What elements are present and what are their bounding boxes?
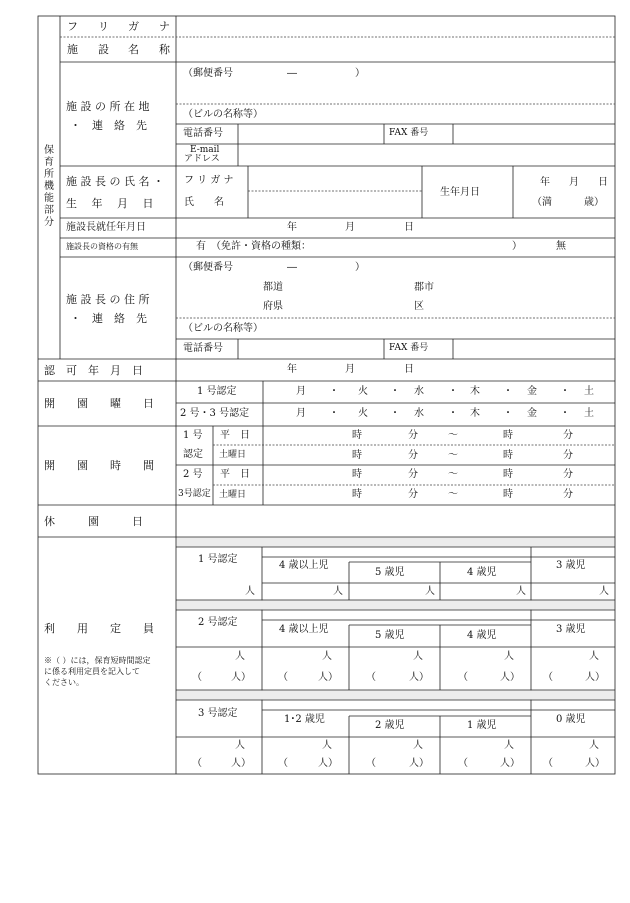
furigana-label-char: フ	[67, 20, 78, 33]
paren-close: 人）	[585, 758, 605, 769]
address-postal-dash: ―	[287, 262, 297, 273]
section-label-char: 分	[44, 217, 54, 228]
director-birth-year: 年	[540, 177, 550, 188]
minute-unit: 分	[563, 450, 573, 461]
weekday-sep: ・	[329, 386, 339, 397]
closed-days-label: 休 園 日	[44, 515, 143, 528]
person-unit: 人	[235, 651, 245, 662]
weekday-thu: 木	[470, 386, 480, 397]
paren-open: （	[278, 672, 288, 683]
age-5-header: 5 歳児	[375, 567, 405, 578]
age-4plus-header: 4 歳以上児	[279, 624, 329, 635]
person-unit: 人	[599, 586, 609, 597]
furigana-label-char: ガ	[128, 20, 139, 33]
hour-unit: 時	[503, 430, 513, 441]
hour-unit: 時	[503, 469, 513, 480]
address-building-label: （ビルの名称等）	[183, 323, 263, 334]
paren-open: （	[458, 672, 468, 683]
paren-close: 人）	[409, 672, 429, 683]
weekday-fri: 金	[527, 386, 537, 397]
approval-day: 日	[404, 364, 414, 375]
person-unit: 人	[589, 651, 599, 662]
person-unit: 人	[245, 586, 255, 597]
section-label-char: 部	[44, 205, 54, 216]
weekday-sep: ・	[560, 386, 570, 397]
hours-weekday-label: 平 日	[220, 430, 250, 441]
tilde: ～	[448, 450, 458, 461]
age-5-header: 5 歳児	[375, 630, 405, 641]
address-city-label: 郡市	[414, 282, 434, 293]
director-birth-month: 月	[569, 177, 579, 188]
facility-name-label-char: 称	[159, 43, 170, 56]
open-days-type1: 1 号認定	[197, 386, 237, 397]
location-email-label: E-mail	[190, 145, 220, 155]
hour-unit: 時	[352, 469, 362, 480]
paren-close: 人）	[500, 758, 520, 769]
age-4plus-header: 4 歳以上児	[279, 560, 329, 571]
capacity-type3-label: 3 号認定	[198, 708, 238, 719]
capacity-type1-label: 1 号認定	[198, 554, 238, 565]
paren-open: （	[543, 758, 553, 769]
age-1-header: 1 歳児	[467, 720, 497, 731]
weekday-tue: 火	[358, 408, 368, 419]
address-fax-label: FAX 番号	[389, 343, 429, 353]
location-email-label-2: アドレス	[184, 154, 220, 164]
paren-open: （	[278, 758, 288, 769]
person-unit: 人	[322, 651, 332, 662]
furigana-label-char: ナ	[159, 20, 170, 33]
furigana-label-char: リ	[98, 20, 109, 33]
paren-close: 人）	[585, 672, 605, 683]
qualification-has: 有 （免許・資格の種類：	[196, 241, 311, 252]
weekday-sep: ・	[448, 386, 458, 397]
hours-type1-label-2: 認定	[183, 449, 203, 460]
director-birthday-label: 生年月日	[440, 187, 480, 198]
person-unit: 人	[425, 586, 435, 597]
paren-close: 人）	[231, 758, 251, 769]
person-unit: 人	[413, 651, 423, 662]
facility-name-label-char: 名	[128, 43, 139, 56]
person-unit: 人	[322, 740, 332, 751]
location-label-2: ・ 連 絡 先	[70, 119, 147, 132]
person-unit: 人	[589, 740, 599, 751]
paren-close: 人）	[318, 758, 338, 769]
person-unit: 人	[504, 740, 514, 751]
paren-open: （	[366, 672, 376, 683]
hour-unit: 時	[352, 450, 362, 461]
approval-label: 認 可 年 月 日	[44, 364, 143, 377]
location-fax-label: FAX 番号	[389, 128, 429, 138]
weekday-sep: ・	[503, 408, 513, 419]
age-3-header: 3 歳児	[556, 560, 586, 571]
address-pref-label: 都道	[263, 282, 283, 293]
director-age-close: 歳）	[584, 197, 604, 208]
person-unit: 人	[333, 586, 343, 597]
weekday-wed: 水	[414, 386, 424, 397]
weekday-sat: 土	[584, 408, 594, 419]
minute-unit: 分	[408, 469, 418, 480]
facility-name-label-char: 設	[98, 43, 109, 56]
open-hours-label: 開 園 時 間	[44, 459, 154, 472]
age-3-header: 3 歳児	[556, 624, 586, 635]
hours-type23-label: 3号認定	[178, 489, 211, 499]
approval-year: 年	[287, 364, 297, 375]
hours-saturday-label: 土曜日	[219, 450, 247, 460]
address-postal-label: （郵便番号	[183, 262, 233, 273]
weekday-thu: 木	[470, 408, 480, 419]
section-label-char: 所	[44, 169, 54, 180]
qualification-none: 無	[556, 241, 566, 252]
paren-open: （	[543, 672, 553, 683]
weekday-sep: ・	[329, 408, 339, 419]
capacity-note-2: に係る利用定員を記入して	[44, 667, 140, 676]
address-postal-close: ）	[355, 262, 365, 273]
capacity-label: 利 用 定 員	[44, 622, 154, 635]
appointed-year: 年	[287, 222, 297, 233]
location-postal-dash: ―	[287, 68, 297, 79]
paren-open: （	[192, 672, 202, 683]
weekday-sep: ・	[448, 408, 458, 419]
hour-unit: 時	[503, 489, 513, 500]
minute-unit: 分	[563, 430, 573, 441]
age-12-header: 1･2 歳児	[284, 714, 325, 725]
tilde: ～	[448, 469, 458, 480]
address-phone-label: 電話番号	[183, 343, 223, 354]
minute-unit: 分	[563, 489, 573, 500]
section-label-char: 育	[44, 157, 54, 168]
capacity-type2-label: 2 号認定	[198, 617, 238, 628]
address-label: 施 設 長 の 住 所	[66, 293, 150, 306]
hours-type2-label: 2 号	[183, 469, 203, 480]
hour-unit: 時	[352, 430, 362, 441]
location-label: 施 設 の 所 在 地	[66, 100, 150, 113]
person-unit: 人	[235, 740, 245, 751]
paren-open: （	[458, 758, 468, 769]
section-label-char: 能	[44, 193, 54, 204]
weekday-sep: ・	[503, 386, 513, 397]
person-unit: 人	[504, 651, 514, 662]
tilde: ～	[448, 489, 458, 500]
capacity-note-3: ください。	[44, 678, 84, 687]
minute-unit: 分	[408, 450, 418, 461]
minute-unit: 分	[563, 469, 573, 480]
qualification-close: ）	[512, 241, 522, 252]
hours-saturday-label: 土曜日	[219, 490, 247, 500]
open-days-label: 開 園 曜 日	[44, 397, 154, 410]
age-4-header: 4 歳児	[467, 630, 497, 641]
address-label-2: ・ 連 絡 先	[70, 312, 147, 325]
location-postal-close: ）	[355, 68, 365, 79]
location-building-label: （ビルの名称等）	[183, 109, 263, 120]
weekday-wed: 水	[414, 408, 424, 419]
hour-unit: 時	[352, 489, 362, 500]
director-birth-day: 日	[598, 177, 608, 188]
weekday-mon: 月	[296, 408, 306, 419]
age-4-header: 4 歳児	[467, 567, 497, 578]
appointed-label: 施設長就任年月日	[66, 222, 146, 233]
weekday-tue: 火	[358, 386, 368, 397]
approval-month: 月	[345, 364, 355, 375]
minute-unit: 分	[408, 430, 418, 441]
location-phone-label: 電話番号	[183, 128, 223, 139]
minute-unit: 分	[408, 489, 418, 500]
section-label-char: 機	[44, 181, 54, 192]
director-label-2: 生 年 月 日	[66, 197, 154, 210]
address-ward-label: 区	[414, 301, 424, 312]
tilde: ～	[448, 430, 458, 441]
paren-open: （	[366, 758, 376, 769]
weekday-mon: 月	[296, 386, 306, 397]
weekday-fri: 金	[527, 408, 537, 419]
capacity-note: ※（ ）には，保育短時間認定	[44, 656, 151, 665]
appointed-month: 月	[345, 222, 355, 233]
director-furigana-label: フ リ ガ ナ	[184, 175, 234, 186]
paren-close: 人）	[500, 672, 520, 683]
director-name-label: 氏 名	[184, 197, 224, 208]
weekday-sat: 土	[584, 386, 594, 397]
qualification-label: 施設長の資格の有無	[66, 242, 138, 251]
hour-unit: 時	[503, 450, 513, 461]
weekday-sep: ・	[390, 408, 400, 419]
paren-close: 人）	[231, 672, 251, 683]
open-days-type23: 2 号・3 号認定	[180, 408, 250, 419]
person-unit: 人	[413, 740, 423, 751]
paren-close: 人）	[318, 672, 338, 683]
director-label: 施 設 長 の 氏 名 ・	[66, 175, 164, 188]
weekday-sep: ・	[560, 408, 570, 419]
address-pref-label-2: 府県	[263, 301, 283, 312]
paren-open: （	[192, 758, 202, 769]
person-unit: 人	[516, 586, 526, 597]
weekday-sep: ・	[390, 386, 400, 397]
location-postal-label: （郵便番号	[183, 68, 233, 79]
section-label-char: 保	[44, 145, 54, 156]
facility-name-label-char: 施	[67, 43, 78, 56]
age-0-header: 0 歳児	[556, 714, 586, 725]
hours-type1-label: 1 号	[183, 430, 203, 441]
paren-close: 人）	[409, 758, 429, 769]
director-age-open: （満	[532, 197, 552, 208]
hours-weekday-label: 平 日	[220, 469, 250, 480]
age-2-header: 2 歳児	[375, 720, 405, 731]
appointed-day: 日	[404, 222, 414, 233]
